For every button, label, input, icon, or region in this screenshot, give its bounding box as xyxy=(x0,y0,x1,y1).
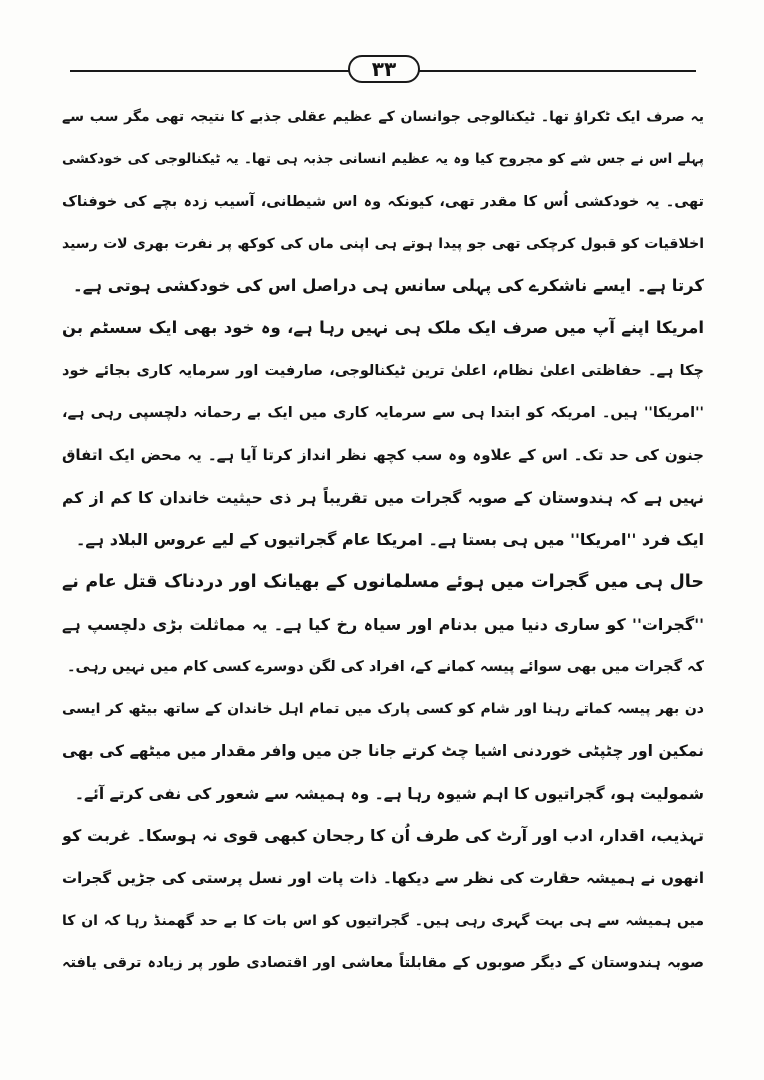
text-line: میں ہمیشہ سے ہی بہت گہری رہی ہیں۔ گجراتیوں کو اس بات کا بے حد گھمنڈ رہا کہ ان کا xyxy=(62,912,704,929)
text-line: ''گجرات'' کو ساری دنیا میں بدنام اور سیاہ رخ کیا ہے۔ یہ مماثلت بڑی دلچسپ ہے xyxy=(62,614,704,634)
text-line: نمکین اور چٹپٹی خوردنی اشیا چٹ کرتے جانا جن میں وافر مقدار میں میٹھے کی بھی xyxy=(62,742,704,761)
page-header xyxy=(70,48,696,88)
text-line: امریکا اپنے آپ میں صرف ایک ملک ہی نہیں رہا ہے، وہ خود بھی ایک سسٹم بن xyxy=(62,318,704,338)
text-line: پہلے اس نے جس شے کو مجروح کیا وہ یہ عظیم انسانی جذبہ ہی تھا۔ یہ ٹیکنالوجی کی خودکشی xyxy=(62,151,704,168)
text-line: تہذیب، اقدار، ادب اور آرٹ کی طرف اُن کا رجحان کبھی قوی نہ ہوسکا۔ غربت کو xyxy=(62,826,704,846)
text-line: ایک فرد ''امریکا'' میں ہی بستا ہے۔ امریکا عام گجراتیوں کے لیے عروس البلاد ہے۔ xyxy=(76,529,704,549)
body-text xyxy=(62,96,704,984)
text-line: نہیں ہے کہ ہندوستان کے صوبہ گجرات میں تقریباً ہر ذی حیثیت خاندان کا کم از کم xyxy=(62,488,704,507)
text-line: کرتا ہے۔ ایسے ناشکرے کی پہلی سانس ہی دراصل اس کی خودکشی ہوتی ہے۔ xyxy=(73,276,704,296)
text-line: اخلاقیات کو قبول کرچکی تھی جو پیدا ہوتے ہی اپنی ماں کی کوکھ پر نفرت بھری لات رسید xyxy=(62,235,704,252)
text-line: کہ گجرات میں بھی سوائے پیسہ کمانے کے، افراد کی لگن دوسرے کسی کام میں نہیں رہی۔ xyxy=(66,658,704,675)
text-line: شمولیت ہو، گجراتیوں کا اہم شیوہ رہا ہے۔ وہ ہمیشہ سے شعور کی نفی کرتے آئے۔ xyxy=(74,784,704,803)
text-line: انھوں نے ہمیشہ حقارت کی نظر سے دیکھا۔ ذات پات اور نسل پرستی کی جڑیں گجرات xyxy=(62,869,704,888)
text-line: جنون کی حد تک۔ اس کے علاوہ وہ سب کچھ نظر انداز کرتا آیا ہے۔ یہ محض ایک اتفاق xyxy=(62,446,704,465)
text-line: دن بھر پیسہ کماتے رہنا اور شام کو کسی پارک میں تمام اہل خاندان کے ساتھ بیٹھ کر ایسی xyxy=(62,701,704,718)
text-line: ''امریکا'' ہیں۔ امریکہ کو ابتدا ہی سے سرمایہ کاری میں ایک بے رحمانہ دلچسپی رہی ہے، xyxy=(62,405,704,422)
text-line: حال ہی میں گجرات میں ہوئے مسلمانوں کے بھیانک اور دردناک قتل عام نے xyxy=(62,572,704,593)
text-line: تھی۔ یہ خودکشی اُس کا مقدر تھی، کیونکہ وہ اس شیطانی، آسیب زدہ بچے کی خوفناک xyxy=(62,193,704,210)
page-number: ۳۳ xyxy=(371,57,397,81)
text-line: صوبہ ہندوستان کے دیگر صوبوں کے مقابلتاً معاشی اور اقتصادی طور پر زیادہ ترقی یافتہ xyxy=(62,954,704,971)
page-number-frame xyxy=(348,55,420,83)
text-line: چکا ہے۔ حفاظتی اعلیٰ نظام، اعلیٰ ترین ٹیکنالوجی، صارفیت اور سرمایہ کاری بجائے خود xyxy=(62,362,704,379)
text-line: یہ صرف ایک ٹکراؤ تھا۔ ٹیکنالوجی جوانسان کے عظیم عقلی جذبے کا نتیجہ تھی مگر سب سے xyxy=(62,109,704,125)
